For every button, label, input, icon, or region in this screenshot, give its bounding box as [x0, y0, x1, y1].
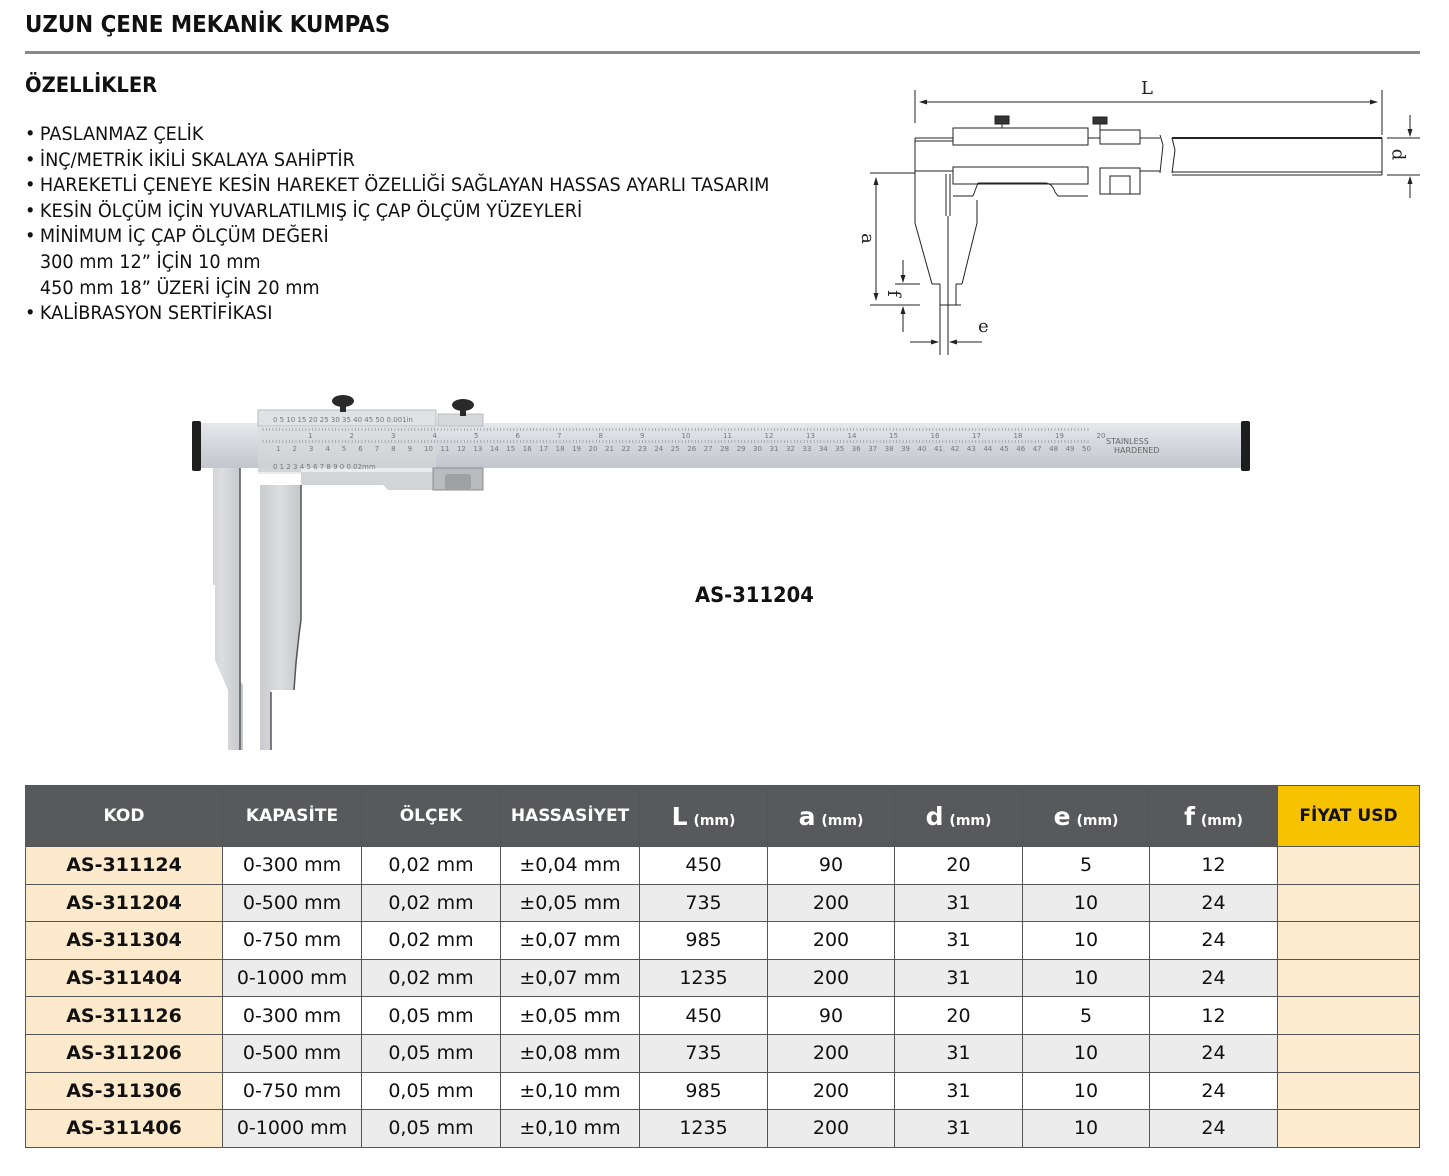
col-header-d: d (mm)	[895, 786, 1023, 847]
cell-kapasite: 0-750 mm	[223, 922, 362, 960]
feature-item	[25, 199, 769, 225]
feature-subitem	[25, 276, 769, 302]
cm-mark: 18	[555, 445, 565, 453]
inch-mark: 3	[391, 432, 396, 440]
cell-d: 31	[895, 959, 1023, 997]
cell-d: 31	[895, 884, 1023, 922]
feature-text: KALİBRASYON SERTİFİKASI	[39, 302, 273, 325]
cell-a: 90	[768, 847, 895, 885]
table-row	[26, 847, 1420, 885]
cell-f: 24	[1150, 959, 1278, 997]
table-row	[26, 1110, 1420, 1148]
cell-olcek: 0,05 mm	[362, 997, 501, 1035]
cell-a: 200	[768, 922, 895, 960]
caliper-line-drawing	[860, 70, 1430, 360]
cell-hassasiyet: ±0,08 mm	[501, 1034, 640, 1072]
col-header-fiyat: FİYAT USD	[1278, 786, 1420, 847]
feature-text: KESİN ÖLÇÜM İÇİN YUVARLATILMIŞ İÇ ÇAP ÖLÇÜM YÜZEYLERİ	[39, 199, 583, 222]
cm-mark: 21	[605, 445, 614, 453]
page-title: UZUN ÇENE MEKANİK KUMPAS	[25, 12, 391, 38]
cell-olcek: 0,05 mm	[362, 1034, 501, 1072]
cm-mark: 40	[917, 445, 927, 453]
cell-fiyat[interactable]	[1278, 847, 1420, 885]
table-row	[26, 1034, 1420, 1072]
cell-hassasiyet: ±0,10 mm	[501, 1072, 640, 1110]
cm-mark: 3	[308, 445, 314, 453]
cell-L: 450	[640, 997, 768, 1035]
inch-mark: 7	[557, 432, 562, 440]
bullet-icon: •	[25, 302, 36, 325]
dim-label-a: a	[856, 233, 878, 244]
vernier-mm-scale: 0 1 2 3 4 5 6 7 8 9 0 0.02mm	[273, 463, 376, 471]
bullet-icon: •	[25, 174, 36, 197]
inch-mark: 10	[681, 432, 691, 440]
title-divider	[25, 51, 1420, 54]
inch-mark: 17	[972, 432, 981, 440]
cell-fiyat[interactable]	[1278, 1110, 1420, 1148]
cell-kapasite: 0-750 mm	[223, 1072, 362, 1110]
cm-mark: 23	[637, 445, 647, 453]
cell-L: 1235	[640, 959, 768, 997]
cell-d: 20	[895, 997, 1023, 1035]
cm-mark: 4	[325, 445, 330, 453]
cell-e: 10	[1023, 1110, 1150, 1148]
cell-f: 24	[1150, 884, 1278, 922]
bullet-icon: •	[25, 199, 36, 222]
feature-item	[25, 301, 769, 327]
cell-d: 20	[895, 847, 1023, 885]
features-heading: ÖZELLİKLER	[25, 73, 158, 97]
cm-mark: 32	[785, 445, 795, 453]
cm-mark: 34	[818, 445, 828, 453]
cell-L: 985	[640, 922, 768, 960]
cell-d: 31	[895, 922, 1023, 960]
feature-text: İNÇ/METRİK İKİLİ SKALAYA SAHİPTİR	[39, 148, 355, 171]
cm-mark: 6	[358, 445, 363, 453]
cell-kapasite: 0-1000 mm	[223, 1110, 362, 1148]
cell-kapasite: 0-1000 mm	[223, 959, 362, 997]
product-photo	[188, 390, 1258, 755]
cm-mark: 2	[292, 445, 297, 453]
cm-mark: 49	[1065, 445, 1075, 453]
cm-mark: 1	[276, 445, 281, 453]
cm-mark: 29	[736, 445, 746, 453]
table-row	[26, 922, 1420, 960]
feature-text: 300 mm 12” İÇİN 10 mm	[39, 250, 261, 273]
cm-mark: 13	[473, 445, 483, 453]
cell-olcek: 0,02 mm	[362, 884, 501, 922]
inch-mark: 2	[349, 432, 354, 440]
table-row	[26, 1072, 1420, 1110]
cm-mark: 33	[802, 445, 812, 453]
cm-mark: 47	[1032, 445, 1042, 453]
cm-mark: 7	[374, 445, 380, 453]
hardened-label: HARDENED	[1114, 446, 1160, 455]
feature-text: HAREKETLİ ÇENEYE KESİN HAREKET ÖZELLİĞİ SAĞLAYAN HASSAS AYARLI TASARIM	[39, 174, 770, 197]
cell-d: 31	[895, 1034, 1023, 1072]
cell-a: 200	[768, 1034, 895, 1072]
col-header-olcek: ÖLÇEK	[362, 786, 501, 847]
cm-mark: 9	[407, 445, 413, 453]
cm-mark: 14	[489, 445, 499, 453]
cell-hassasiyet: ±0,04 mm	[501, 847, 640, 885]
cell-L: 735	[640, 1034, 768, 1072]
table-header-row	[26, 786, 1420, 847]
cm-mark: 24	[654, 445, 664, 453]
table-row	[26, 997, 1420, 1035]
cm-mark: 27	[703, 445, 713, 453]
cell-a: 200	[768, 959, 895, 997]
cell-L: 1235	[640, 1110, 768, 1148]
cell-f: 24	[1150, 1072, 1278, 1110]
cell-d: 31	[895, 1072, 1023, 1110]
cm-mark: 17	[539, 445, 549, 453]
cell-hassasiyet: ±0,05 mm	[501, 884, 640, 922]
stainless-label: STAINLESS	[1106, 437, 1149, 446]
dimension-diagram	[856, 70, 1430, 360]
cm-mark: 35	[835, 445, 845, 453]
cell-kapasite: 0-300 mm	[223, 847, 362, 885]
cell-e: 5	[1023, 997, 1150, 1035]
cm-mark: 8	[391, 445, 396, 453]
cell-fiyat[interactable]	[1278, 922, 1420, 960]
dim-label-f: f	[882, 290, 904, 297]
cm-mark: 15	[506, 445, 516, 453]
cell-a: 200	[768, 884, 895, 922]
dim-label-d: d	[1387, 148, 1409, 161]
col-header-e: e (mm)	[1023, 786, 1150, 847]
cell-kapasite: 0-500 mm	[223, 884, 362, 922]
cell-fiyat[interactable]	[1278, 884, 1420, 922]
inch-mark: 5	[474, 432, 479, 440]
cm-mark: 46	[1016, 445, 1026, 453]
col-header-kod: KOD	[26, 786, 223, 847]
inch-mark: 8	[598, 432, 603, 440]
cell-fiyat[interactable]	[1278, 1034, 1420, 1072]
cell-L: 985	[640, 1072, 768, 1110]
cell-f: 24	[1150, 922, 1278, 960]
inch-mark: 12	[764, 432, 774, 440]
cell-fiyat[interactable]	[1278, 997, 1420, 1035]
cell-e: 10	[1023, 1034, 1150, 1072]
bullet-icon: •	[25, 225, 36, 248]
cell-e: 10	[1023, 1072, 1150, 1110]
cell-e: 10	[1023, 922, 1150, 960]
cm-mark: 50	[1082, 445, 1091, 453]
cm-mark: 16	[522, 445, 532, 453]
cm-mark: 20	[588, 445, 598, 453]
feature-item	[25, 148, 769, 174]
table-row	[26, 959, 1420, 997]
cm-mark: 22	[621, 445, 631, 453]
cell-olcek: 0,02 mm	[362, 847, 501, 885]
cell-a: 90	[768, 997, 895, 1035]
cell-hassasiyet: ±0,07 mm	[501, 922, 640, 960]
cell-f: 24	[1150, 1110, 1278, 1148]
inch-mark: 16	[930, 432, 940, 440]
cell-kod: AS-311206	[26, 1034, 223, 1072]
feature-item	[25, 122, 769, 148]
vernier-inch-scale: 0 5 10 15 20 25 30 35 40 45 50 0.001in	[273, 416, 413, 424]
inch-mark: 11	[723, 432, 732, 440]
cell-kod: AS-311124	[26, 847, 223, 885]
cell-a: 200	[768, 1110, 895, 1148]
feature-text: 450 mm 18” ÜZERİ İÇİN 20 mm	[39, 276, 320, 299]
cm-mark: 5	[341, 445, 347, 453]
cm-mark: 44	[983, 445, 993, 453]
inch-mark: 20	[1096, 432, 1106, 440]
inch-mark: 19	[1055, 432, 1064, 440]
cm-mark: 37	[868, 445, 878, 453]
cm-mark: 42	[950, 445, 960, 453]
cm-mark: 39	[901, 445, 911, 453]
cell-olcek: 0,02 mm	[362, 922, 501, 960]
feature-subitem	[25, 250, 769, 276]
cm-mark: 19	[572, 445, 582, 453]
cm-mark: 41	[934, 445, 943, 453]
bullet-icon: •	[25, 148, 36, 171]
cell-kapasite: 0-300 mm	[223, 997, 362, 1035]
cell-kod: AS-311406	[26, 1110, 223, 1148]
inch-mark: 9	[640, 432, 645, 440]
feature-text: MİNİMUM İÇ ÇAP ÖLÇÜM DEĞERİ	[39, 225, 329, 248]
cell-L: 735	[640, 884, 768, 922]
cell-f: 24	[1150, 1034, 1278, 1072]
col-header-hassasiyet: HASSASİYET	[501, 786, 640, 847]
features-list	[25, 122, 769, 327]
cm-mark: 31	[769, 445, 779, 453]
cell-kod: AS-311126	[26, 997, 223, 1035]
cm-mark: 12	[456, 445, 466, 453]
inch-mark: 14	[847, 432, 857, 440]
feature-item	[25, 224, 769, 250]
col-header-kapasite: KAPASİTE	[223, 786, 362, 847]
dim-label-L: L	[1141, 78, 1153, 99]
cm-mark: 45	[999, 445, 1009, 453]
cell-hassasiyet: ±0,07 mm	[501, 959, 640, 997]
inch-mark: 6	[515, 432, 520, 440]
col-header-a: a (mm)	[768, 786, 895, 847]
col-header-L: L (mm)	[640, 786, 768, 847]
cm-mark: 28	[720, 445, 730, 453]
cm-mark: 10	[424, 445, 433, 453]
cm-mark: 30	[753, 445, 762, 453]
cell-hassasiyet: ±0,05 mm	[501, 997, 640, 1035]
cm-mark: 11	[440, 445, 450, 453]
inch-mark: 1	[308, 432, 313, 440]
bullet-icon: •	[25, 123, 36, 145]
feature-text: PASLANMAZ ÇELİK	[39, 123, 204, 145]
cell-kapasite: 0-500 mm	[223, 1034, 362, 1072]
cell-olcek: 0,05 mm	[362, 1072, 501, 1110]
cell-a: 200	[768, 1072, 895, 1110]
cm-mark: 25	[670, 445, 680, 453]
cell-fiyat[interactable]	[1278, 1072, 1420, 1110]
cell-L: 450	[640, 847, 768, 885]
dim-label-e: e	[978, 316, 989, 337]
cell-e: 10	[1023, 884, 1150, 922]
cell-olcek: 0,02 mm	[362, 959, 501, 997]
table-row	[26, 884, 1420, 922]
col-header-f: f (mm)	[1150, 786, 1278, 847]
cell-f: 12	[1150, 997, 1278, 1035]
cm-mark: 36	[851, 445, 861, 453]
model-code: AS-311204	[695, 583, 814, 607]
cell-d: 31	[895, 1110, 1023, 1148]
cell-f: 12	[1150, 847, 1278, 885]
cm-mark: 38	[884, 445, 894, 453]
cell-kod: AS-311404	[26, 959, 223, 997]
cell-kod: AS-311204	[26, 884, 223, 922]
cell-kod: AS-311306	[26, 1072, 223, 1110]
cell-hassasiyet: ±0,10 mm	[501, 1110, 640, 1148]
cell-e: 10	[1023, 959, 1150, 997]
inch-mark: 4	[432, 432, 437, 440]
inch-mark: 18	[1013, 432, 1023, 440]
cm-mark: 48	[1049, 445, 1059, 453]
spec-table	[25, 785, 1420, 1148]
cell-fiyat[interactable]	[1278, 959, 1420, 997]
inch-mark: 15	[889, 432, 898, 440]
cell-e: 5	[1023, 847, 1150, 885]
cell-olcek: 0,05 mm	[362, 1110, 501, 1148]
cm-mark: 43	[966, 445, 976, 453]
cm-mark: 26	[687, 445, 697, 453]
feature-item	[25, 173, 769, 199]
cell-kod: AS-311304	[26, 922, 223, 960]
inch-mark: 13	[806, 432, 815, 440]
